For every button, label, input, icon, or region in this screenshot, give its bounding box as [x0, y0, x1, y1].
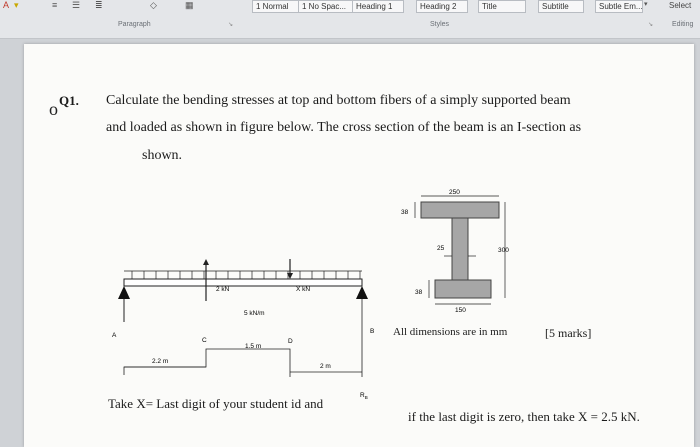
- label-xkn: X kN: [296, 286, 311, 293]
- borders-icon[interactable]: ▦: [185, 0, 194, 10]
- bullets-icon[interactable]: ≡: [52, 0, 58, 10]
- question-line-1: Calculate the bending stresses at top and bottom fibers of a simply supported beam: [106, 93, 571, 108]
- font-color-icon[interactable]: A: [3, 0, 10, 10]
- highlight-icon[interactable]: ▾: [14, 0, 19, 10]
- handwritten-mark: o: [49, 99, 58, 119]
- paragraph-launcher-icon[interactable]: ↘: [228, 22, 234, 28]
- style-title[interactable]: Title: [478, 0, 526, 13]
- ribbon-toolbar: [0, 0, 700, 39]
- dimensions-note: All dimensions are in mm: [393, 326, 508, 338]
- dim-bottom-thickness: 38: [415, 289, 423, 296]
- label-2-2m: 2.2 m: [152, 358, 169, 365]
- dim-depth: 300: [498, 247, 509, 254]
- styles-scroll-icon[interactable]: ▾: [644, 1, 648, 8]
- label-rb: $R_B$: [360, 392, 368, 400]
- document-page[interactable]: [24, 44, 694, 447]
- dim-bottom-width: 150: [455, 307, 466, 314]
- zero-rule-text: if the last digit is zero, then take X = 2.5 kN.: [408, 409, 640, 424]
- dim-web-thickness: 25: [437, 245, 445, 252]
- label-2kn: 2 kN: [216, 286, 230, 293]
- style-heading-2[interactable]: Heading 2: [416, 0, 468, 13]
- marks-label: [5 marks]: [545, 326, 592, 340]
- style-normal[interactable]: 1 Normal: [252, 0, 302, 13]
- label-d: D: [288, 338, 293, 345]
- label-a: A: [112, 332, 117, 339]
- style-subtle-emphasis[interactable]: Subtle Em...: [595, 0, 643, 13]
- style-subtitle[interactable]: Subtitle: [538, 0, 584, 13]
- select-button[interactable]: Select: [669, 1, 692, 10]
- take-x-text: Take X= Last digit of your student id and: [108, 396, 324, 411]
- dim-top-width: 250: [449, 189, 460, 196]
- i-section-diagram: [389, 184, 519, 314]
- style-no-spacing[interactable]: 1 No Spac...: [298, 0, 354, 13]
- styles-launcher-icon[interactable]: ↘: [648, 22, 654, 28]
- shading-icon[interactable]: ◇: [150, 0, 157, 10]
- question-line-2: and loaded as shown in figure below. The cross section of the beam is an I-section as: [106, 120, 582, 135]
- style-heading-1[interactable]: Heading 1: [352, 0, 404, 13]
- styles-group-label: Styles: [430, 21, 450, 28]
- paragraph-group-label: Paragraph: [118, 21, 151, 28]
- label-2m: 2 m: [320, 363, 331, 370]
- label-b: B: [370, 328, 375, 335]
- label-c: C: [202, 337, 207, 344]
- editing-group-label: Editing: [672, 21, 694, 28]
- question-number: Q1.: [59, 93, 79, 108]
- label-1-5m: 1.5 m: [245, 343, 262, 350]
- question-line-3: shown.: [142, 148, 183, 163]
- beam-diagram: [112, 237, 402, 400]
- numbering-icon[interactable]: ☰: [72, 0, 81, 10]
- dim-top-thickness: 38: [401, 209, 409, 216]
- align-icon[interactable]: ≣: [95, 0, 103, 10]
- label-udl: 5 kN/m: [244, 310, 265, 317]
